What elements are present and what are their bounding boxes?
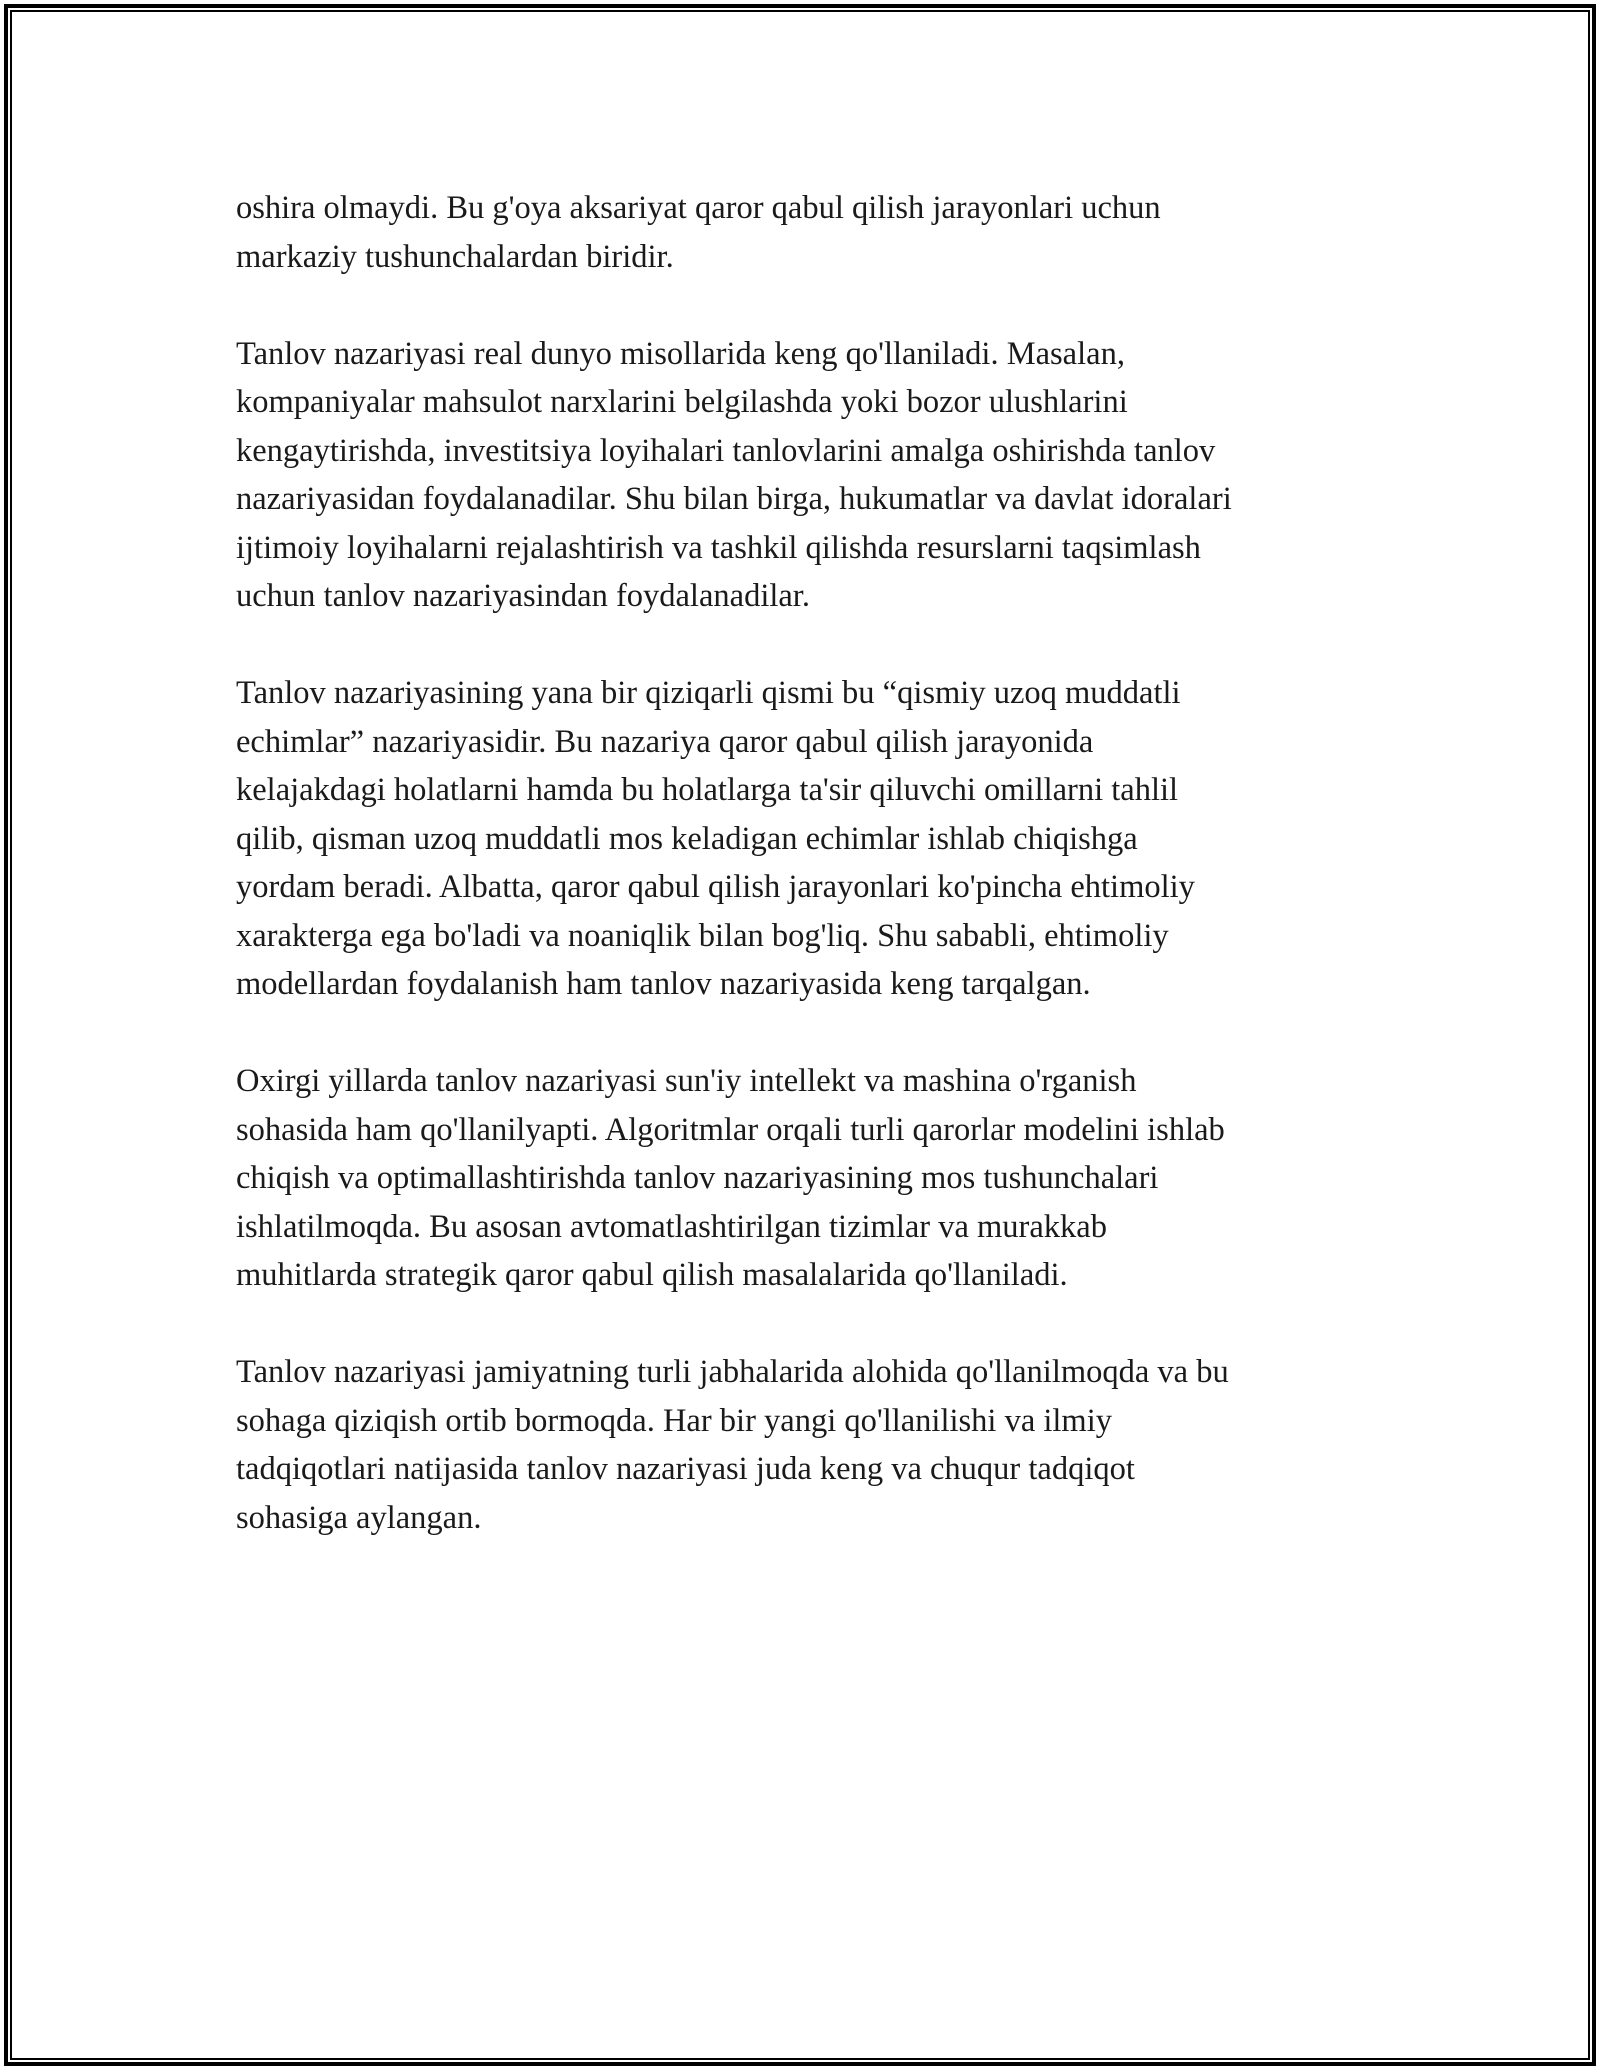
paragraph-4: Oxirgi yillarda tanlov nazariyasi sun'iy intellekt va mashina o'rganish sohasida ham qo'llanilyapti. Algoritmlar orqali turli qarorlar modelini ishlab chiqish va optimallashtirishda tanlov nazariyasining mos tushunchalari ishlatilmoqda. Bu asosan avtomatlashtirilgan tizimlar va murakkab muhitlarda strategik qaror qabul qilish masalalarida qo'llaniladi. [236, 1063, 1225, 1293]
document-body [236, 184, 1376, 1542]
paragraph-1: oshira olmaydi. Bu g'oya aksariyat qaror qabul qilish jarayonlari uchun markaziy tushunchalardan biridir. [236, 190, 1161, 275]
paragraph-5: Tanlov nazariyasi jamiyatning turli jabhalarida alohida qo'llanilmoqda va bu sohaga qiziqish ortib bormoqda. Har bir yangi qo'llanilishi va ilmiy tadqiqotlari natijasida tanlov nazariyasi juda keng va chuqur tadqiqot sohasiga aylangan. [236, 1354, 1229, 1536]
paragraph-2: Tanlov nazariyasi real dunyo misollarida keng qo'llaniladi. Masalan, kompaniyalar mahsulot narxlarini belgilashda yoki bozor ulushlarini kengaytirishda, investitsiya loyihalari tanlovlarini amalga oshirishda tanlov nazariyasidan foydalanadilar. Shu bilan birga, hukumatlar va davlat idoralari ijtimoiy loyihalarni rejalashtirish va tashkil qilishda resurslarni taqsimlash uchun tanlov nazariyasindan foydalanadilar. [236, 335, 1232, 614]
paragraph-3: Tanlov nazariyasining yana bir qiziqarli qismi bu “qismiy uzoq muddatli echimlar” nazariyasidir. Bu nazariya qaror qabul qilish jarayonida kelajakdagi holatlarni hamda bu holatlarga ta'sir qiluvchi omillarni tahlil qilib, qisman uzoq muddatli mos keladigan echimlar ishlab chiqishga yordam beradi. Albatta, qaror qabul qilish jarayonlari ko'pincha ehtimoliy xarakterga ega bo'ladi va noaniqlik bilan bog'liq. Shu sababli, ehtimoliy modellardan foydalanish ham tanlov nazariyasida keng tarqalgan. [236, 675, 1195, 1002]
